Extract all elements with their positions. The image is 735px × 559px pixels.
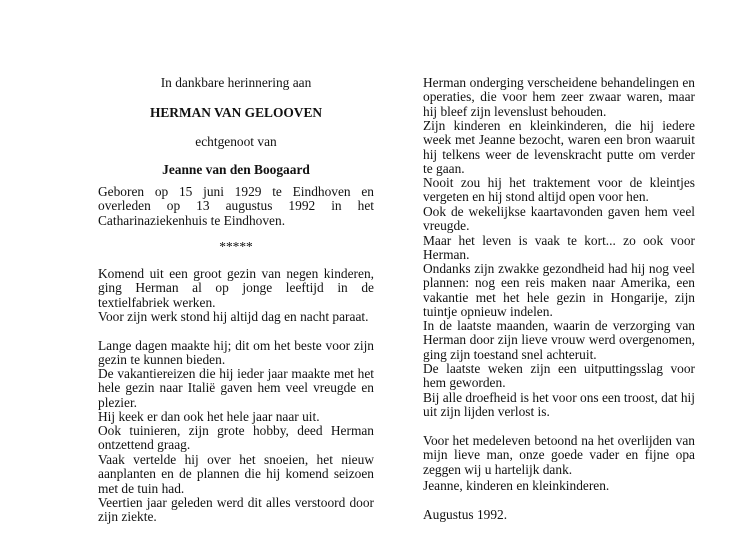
left-paragraph-3: Lange dagen maakte hij; dit om het beste voor zijn gezin te kunnen bieden.	[98, 338, 374, 368]
right-paragraph-5: Maar het leven is vaak te kort... zo ook voor Herman.	[423, 233, 695, 263]
left-paragraph-7: Vaak vertelde hij over het snoeien, het nieuw aanplanten en de plannen die hij komend seizoen met de tuin had.	[98, 452, 374, 496]
relation-line: echtgenoot van	[195, 134, 277, 149]
intro-line: In dankbare herinnering aan	[160, 75, 312, 90]
closing-date: Augustus 1992.	[423, 507, 508, 522]
right-paragraph-9: Bij alle droefheid is het voor ons een troost, dat hij uit zijn lijden verlost is.	[423, 390, 695, 420]
right-paragraph-4: Ook de wekelijkse kaartavonden gaven hem veel vreugde.	[423, 204, 695, 234]
signature: Jeanne, kinderen en kleinkinderen.	[423, 478, 610, 493]
spouse-name: Jeanne van den Boogaard	[162, 162, 310, 177]
left-paragraph-4: De vakantiereizen die hij ieder jaar maakte met het hele gezin naar Italië gaven hem veel vreugde en plezier.	[98, 366, 374, 410]
left-paragraph-1: Komend uit een groot gezin van negen kinderen, ging Herman al op jonge leeftijd in de textielfabriek werken.	[98, 266, 374, 310]
right-paragraph-3: Nooit zou hij het traktement voor de kleintjes vergeten en hij stond altijd open voor hen.	[423, 175, 695, 205]
right-paragraph-1: Herman onderging verscheidene behandelingen en operaties, die voor hem zeer zwaar waren, maar hij bleef zijn levenslust behouden.	[423, 75, 695, 119]
left-paragraph-5: Hij keek er dan ook het hele jaar naar uit.	[98, 409, 320, 424]
birth-death-text: Geboren op 15 juni 1929 te Eindhoven en overleden op 13 augustus 1992 in het Catharinaziekenhuis te Eindhoven.	[98, 184, 374, 228]
left-paragraph-2: Voor zijn werk stond hij altijd dag en nacht paraat.	[98, 309, 369, 324]
right-paragraph-7: In de laatste maanden, waarin de verzorging van Herman door zijn lieve vrouw werd overgenomen, ging zijn toestand snel achteruit.	[423, 318, 695, 362]
thanks-text: Voor het medeleven betoond na het overlijden van mijn lieve man, onze goede vader en fijne opa zeggen wij u hartelijk dank.	[423, 433, 695, 477]
right-paragraph-6: Ondanks zijn zwakke gezondheid had hij nog veel plannen: nog een reis maken naar Amerika, een vakantie met het hele gezin in Hongarije, zijn tuintje opnieuw indelen.	[423, 261, 695, 319]
right-paragraph-2: Zijn kinderen en kleinkinderen, die hij iedere week met Jeanne bezocht, waren een bron waaruit hij telkens weer de levenskracht putte om verder te gaan.	[423, 118, 695, 176]
deceased-name: HERMAN VAN GELOOVEN	[149, 105, 323, 120]
left-paragraph-8: Veertien jaar geleden werd dit alles verstoord door zijn ziekte.	[98, 495, 374, 525]
separator: *****	[219, 239, 253, 254]
right-paragraph-8: De laatste weken zijn een uitputtingsslag voor hem geworden.	[423, 361, 695, 391]
left-paragraph-6: Ook tuinieren, zijn grote hobby, deed Herman ontzettend graag.	[98, 423, 374, 453]
